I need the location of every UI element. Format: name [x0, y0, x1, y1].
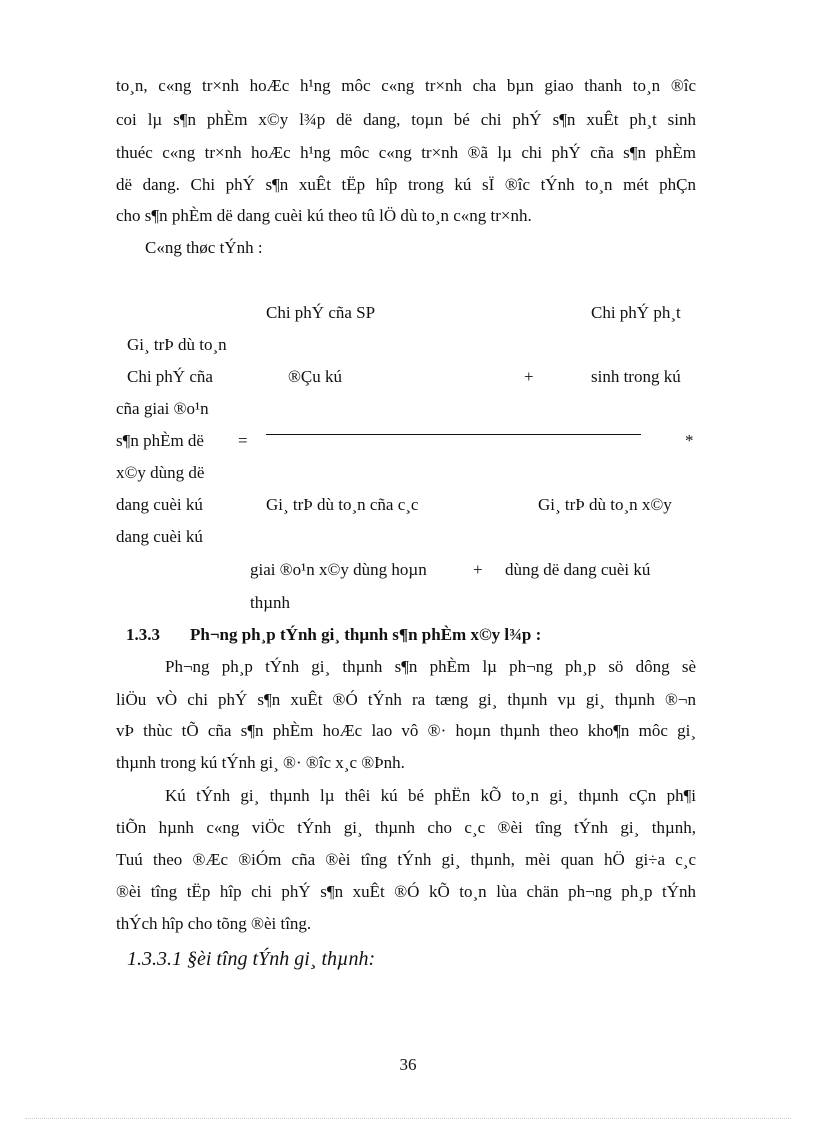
- body-line: Ph¬ng ph¸p tÝnh gi¸ thµnh s¶n phÈm lµ ph¬ng ph¸p sö dông sè: [165, 657, 696, 676]
- formula-numerator-c: ®Çu kú: [288, 367, 343, 386]
- formula-denominator-d: dùng dë dang cuèi kú: [505, 560, 651, 579]
- formula-plus: +: [524, 367, 534, 386]
- formula-lhs: x©y dùng dë: [116, 463, 205, 482]
- body-line: Kú tÝnh gi¸ thµnh lµ thêi kú bé phËn kÕ to¸n gi¸ thµnh cÇn ph¶i: [165, 786, 696, 805]
- formula-numerator-a: Chi phÝ cña SP: [266, 303, 376, 322]
- section-number: 1.3.3: [126, 625, 160, 644]
- formula-denominator-e: thµnh: [250, 593, 291, 612]
- formula-lhs: dang cuèi kú: [116, 495, 203, 514]
- body-line: coi lµ s¶n phÈm x©y l¾p dë dang, toµn bé chi phÝ s¶n xuÊt ph¸t sinh: [116, 110, 696, 129]
- formula-label: C«ng thøc tÝnh :: [145, 238, 263, 257]
- formula-numerator-b: Chi phÝ ph¸t: [591, 303, 681, 322]
- formula-lhs: Chi phÝ cña: [127, 367, 213, 386]
- formula-denominator-a: Gi¸ trÞ dù to¸n cña c¸c: [266, 495, 419, 514]
- page-bottom-rule: [25, 1118, 791, 1119]
- body-line: ®èi tîng tËp hîp chi phÝ s¶n xuÊt ®Ó kÕ to¸n lùa chän ph¬ng ph¸p tÝnh: [116, 882, 696, 901]
- formula-equals: =: [238, 431, 248, 450]
- body-line: thuéc c«ng tr×nh hoÆc h¹ng môc c«ng tr×nh ®ã lµ chi phÝ cña s¶n phÈm: [116, 143, 696, 162]
- body-line: liÖu vÒ chi phÝ s¶n xuÊt ®Ó tÝnh ra tæng gi¸ thµnh vµ gi¸ thµnh ®¬n: [116, 690, 696, 709]
- body-line: thÝch hîp cho tõng ®èi tîng.: [116, 914, 312, 933]
- formula-lhs: Gi¸ trÞ dù to¸n: [127, 335, 227, 354]
- body-line: thµnh trong kú tÝnh gi¸ ®· ®îc x¸c ®Þnh.: [116, 753, 405, 772]
- body-line: cho s¶n phÈm dë dang cuèi kú theo tû lÖ dù to¸n c«ng tr×nh.: [116, 206, 532, 225]
- subsection-heading: 1.3.3.1 §èi tîng tÝnh gi¸ thµnh:: [127, 948, 376, 970]
- fraction-bar: [266, 434, 641, 435]
- body-line: to¸n, c«ng tr×nh hoÆc h¹ng môc c«ng tr×nh cha bµn giao thanh to¸n ®îc: [116, 76, 696, 95]
- formula-lhs: dang cuèi kú: [116, 527, 203, 546]
- body-line: Tuú theo ®Æc ®iÓm cña ®èi tîng tÝnh gi¸ thµnh, mèi quan hÖ gi÷a c¸c: [116, 850, 696, 869]
- formula-lhs: s¶n phÈm dë: [116, 431, 204, 450]
- body-line: dë dang. Chi phÝ s¶n xuÊt tËp hîp trong kú sÏ ®îc tÝnh to¸n mét phÇn: [116, 175, 696, 194]
- section-heading: Ph¬ng ph¸p tÝnh gi¸ thµnh s¶n phÈm x©y l¾p :: [190, 625, 542, 644]
- body-line: tiÕn hµnh c«ng viÖc tÝnh gi¸ thµnh cho c¸c ®èi tîng tÝnh gi¸ thµnh,: [116, 818, 696, 837]
- formula-lhs: cña giai ®o¹n: [116, 399, 209, 418]
- formula-times: *: [685, 431, 694, 450]
- formula-plus: +: [473, 560, 483, 579]
- formula-numerator-d: sinh trong kú: [591, 367, 681, 386]
- body-line: vÞ thùc tÕ cña s¶n phÈm hoÆc lao vô ®· hoµn thµnh theo kho¶n môc gi¸: [116, 721, 696, 740]
- page-number: 36: [399, 1055, 417, 1074]
- formula-denominator-c: giai ®o¹n x©y dùng hoµn: [250, 560, 427, 579]
- formula-denominator-b: Gi¸ trÞ dù to¸n x©y: [538, 495, 672, 514]
